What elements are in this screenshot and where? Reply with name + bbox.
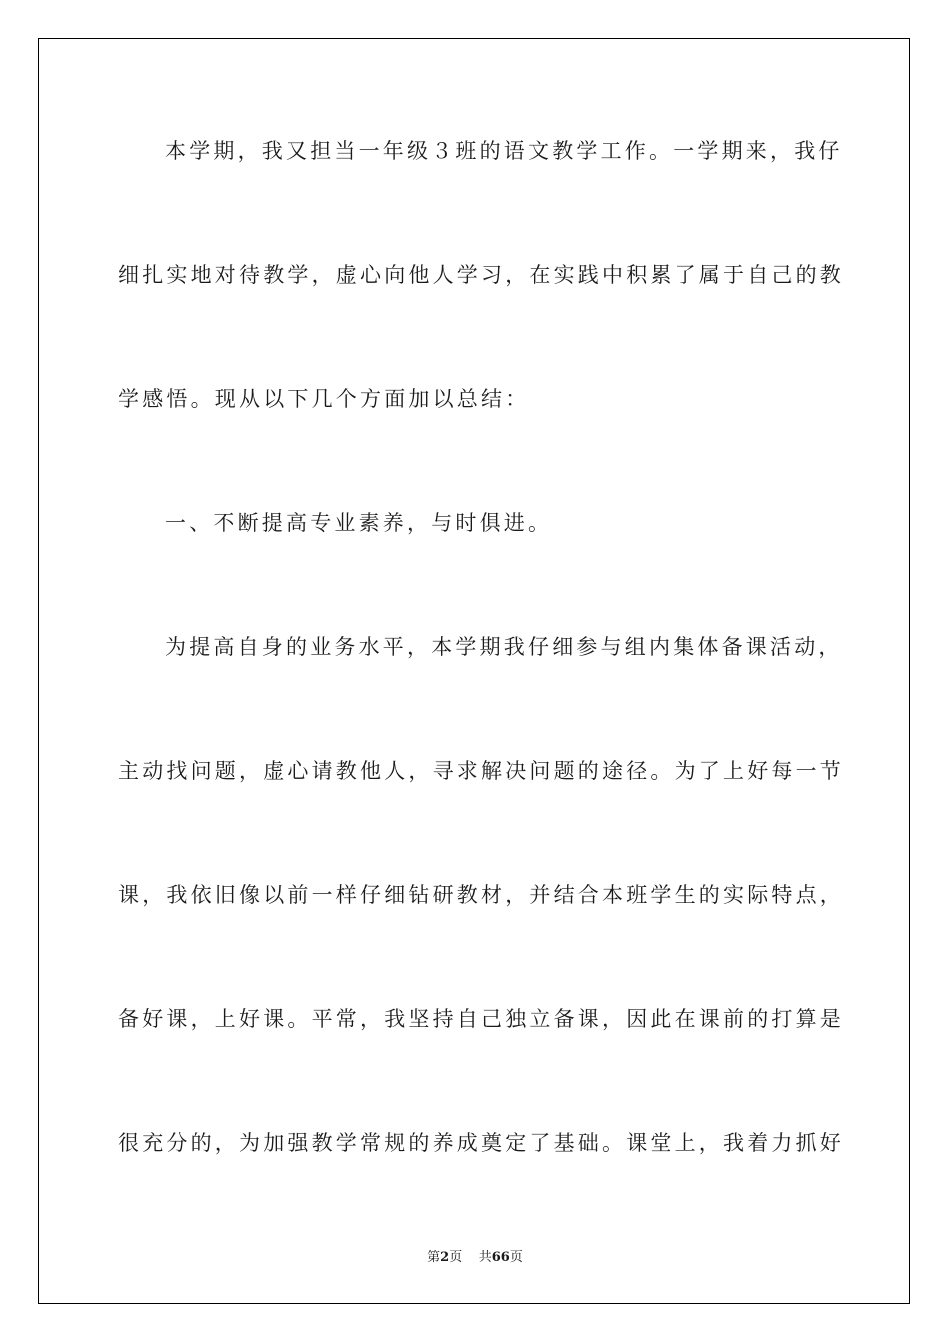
page-prefix: 第 [427, 1250, 441, 1265]
section-heading: 一、不断提高专业素养，与时俱进。 [165, 511, 553, 535]
page-number: 2 [440, 1250, 450, 1265]
total-pages: 66 [491, 1250, 510, 1265]
page-suffix: 页 [449, 1250, 463, 1265]
paragraph-line: 细扎实地对待教学，虚心向他人学习，在实践中积累了属于自己的教 [118, 263, 844, 287]
paragraph-line: 备好课，上好课。平常，我坚持自己独立备课，因此在课前的打算是 [118, 1007, 844, 1031]
paragraph-line: 本学期，我又担当一年级３班的语文教学工作。一学期来，我仔 [165, 139, 843, 163]
paragraph-line: 很充分的，为加强教学常规的养成奠定了基础。课堂上，我着力抓好 [118, 1131, 844, 1155]
paragraph-line: 为提高自身的业务水平，本学期我仔细参与组内集体备课活动， [165, 635, 843, 659]
paragraph-line: 学感悟。现从以下几个方面加以总结： [118, 387, 530, 411]
paragraph-line: 课，我依旧像以前一样仔细钻研教材，并结合本班学生的实际特点， [118, 883, 844, 907]
paragraph-line: 主动找问题，虚心请教他人，寻求解决问题的途径。为了上好每一节 [118, 759, 844, 783]
page-border [38, 38, 910, 1304]
total-suffix: 页 [509, 1250, 523, 1265]
total-prefix: 共 [478, 1250, 492, 1265]
page-footer [0, 1246, 950, 1265]
